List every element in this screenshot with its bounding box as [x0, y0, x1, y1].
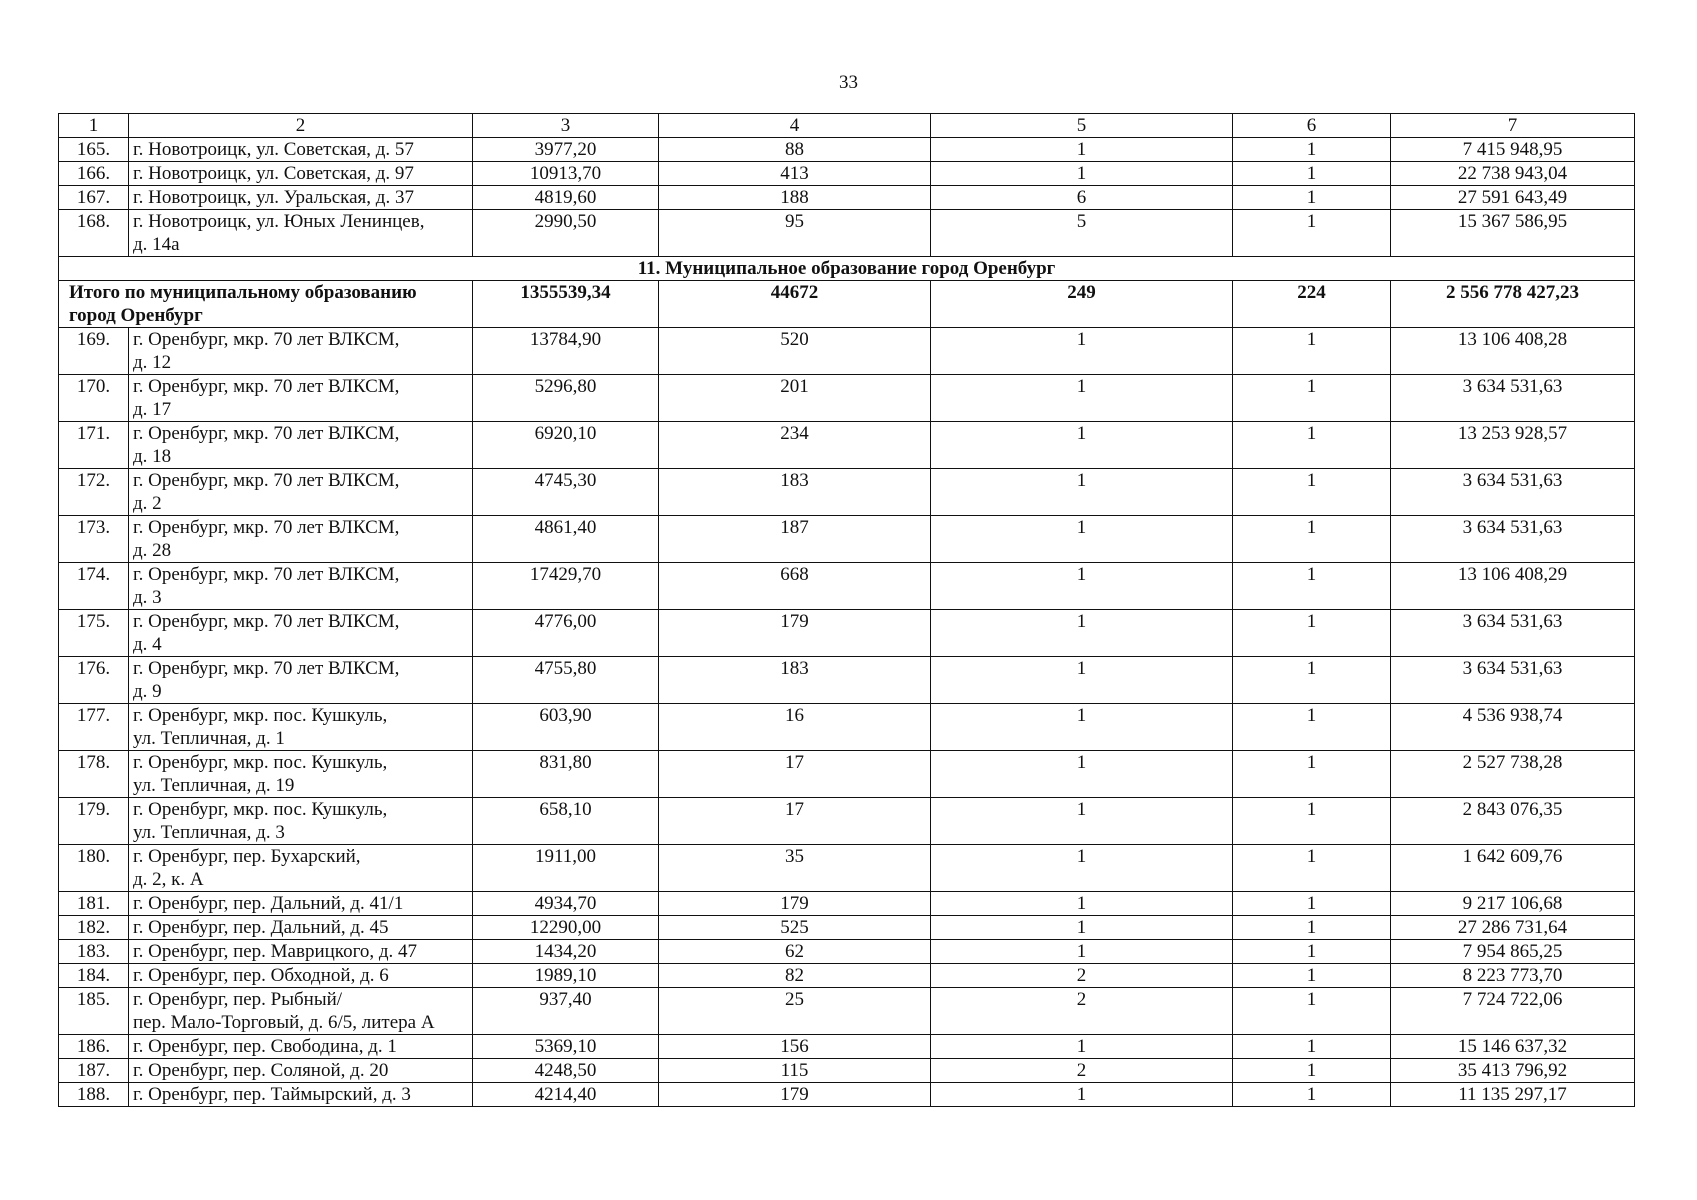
value-cell-5: 1: [931, 940, 1233, 964]
value-cell-5: 1: [931, 845, 1233, 892]
column-header: 1: [59, 114, 129, 138]
row-number-cell: 183.: [59, 940, 129, 964]
value-cell-4: 62: [659, 940, 931, 964]
address-cell: г. Оренбург, пер. Дальний, д. 41/1: [129, 892, 473, 916]
row-number-cell: 180.: [59, 845, 129, 892]
table-row: [59, 422, 1635, 469]
register-table: [58, 113, 1635, 1107]
total-value-5: 249: [931, 281, 1233, 328]
address-cell: г. Оренбург, мкр. пос. Кушкуль, ул. Тепличная, д. 1: [129, 704, 473, 751]
address-cell: г. Оренбург, пер. Дальний, д. 45: [129, 916, 473, 940]
address-cell: г. Оренбург, мкр. пос. Кушкуль, ул. Тепличная, д. 19: [129, 751, 473, 798]
value-cell-4: 668: [659, 563, 931, 610]
value-cell-7: 22 738 943,04: [1391, 162, 1635, 186]
total-label: Итого по муниципальному образованию город Оренбург: [59, 281, 473, 328]
value-cell-7: 2 843 076,35: [1391, 798, 1635, 845]
value-cell-5: 1: [931, 516, 1233, 563]
row-number-cell: 168.: [59, 210, 129, 257]
value-cell-5: 1: [931, 751, 1233, 798]
value-cell-6: 1: [1233, 964, 1391, 988]
value-cell-5: 1: [931, 798, 1233, 845]
value-cell-6: 1: [1233, 657, 1391, 704]
column-header: 7: [1391, 114, 1635, 138]
row-number-cell: 171.: [59, 422, 129, 469]
address-cell: г. Оренбург, пер. Таймырский, д. 3: [129, 1083, 473, 1107]
value-cell-7: 3 634 531,63: [1391, 516, 1635, 563]
value-cell-4: 17: [659, 751, 931, 798]
value-cell-7: 13 106 408,28: [1391, 328, 1635, 375]
value-cell-6: 1: [1233, 186, 1391, 210]
table-row: [59, 916, 1635, 940]
address-cell: г. Оренбург, мкр. пос. Кушкуль, ул. Тепличная, д. 3: [129, 798, 473, 845]
address-cell: г. Новотроицк, ул. Советская, д. 97: [129, 162, 473, 186]
column-header: 2: [129, 114, 473, 138]
value-cell-4: 16: [659, 704, 931, 751]
value-cell-3: 12290,00: [473, 916, 659, 940]
value-cell-4: 88: [659, 138, 931, 162]
value-cell-3: 4861,40: [473, 516, 659, 563]
row-number-cell: 182.: [59, 916, 129, 940]
address-cell: г. Новотроицк, ул. Советская, д. 57: [129, 138, 473, 162]
column-header: 3: [473, 114, 659, 138]
value-cell-7: 15 146 637,32: [1391, 1035, 1635, 1059]
value-cell-4: 179: [659, 610, 931, 657]
row-number-cell: 167.: [59, 186, 129, 210]
value-cell-5: 1: [931, 610, 1233, 657]
value-cell-5: 1: [931, 892, 1233, 916]
address-cell: г. Оренбург, пер. Соляной, д. 20: [129, 1059, 473, 1083]
row-number-cell: 174.: [59, 563, 129, 610]
value-cell-4: 188: [659, 186, 931, 210]
row-number-cell: 165.: [59, 138, 129, 162]
address-cell: г. Оренбург, пер. Маврицкого, д. 47: [129, 940, 473, 964]
value-cell-5: 1: [931, 704, 1233, 751]
value-cell-7: 7 954 865,25: [1391, 940, 1635, 964]
table-row: [59, 375, 1635, 422]
value-cell-6: 1: [1233, 138, 1391, 162]
row-number-cell: 181.: [59, 892, 129, 916]
value-cell-3: 831,80: [473, 751, 659, 798]
value-cell-3: 13784,90: [473, 328, 659, 375]
row-number-cell: 173.: [59, 516, 129, 563]
column-header: 5: [931, 114, 1233, 138]
table-row: [59, 892, 1635, 916]
value-cell-5: 2: [931, 964, 1233, 988]
value-cell-7: 4 536 938,74: [1391, 704, 1635, 751]
value-cell-4: 95: [659, 210, 931, 257]
value-cell-7: 7 724 722,06: [1391, 988, 1635, 1035]
value-cell-6: 1: [1233, 210, 1391, 257]
total-value-6: 224: [1233, 281, 1391, 328]
value-cell-6: 1: [1233, 422, 1391, 469]
value-cell-5: 1: [931, 916, 1233, 940]
table-row: [59, 162, 1635, 186]
value-cell-5: 6: [931, 186, 1233, 210]
address-cell: г. Новотроицк, ул. Юных Ленинцев, д. 14а: [129, 210, 473, 257]
table-row: [59, 940, 1635, 964]
table-row: [59, 186, 1635, 210]
row-number-cell: 186.: [59, 1035, 129, 1059]
table-row: [59, 328, 1635, 375]
table-row: [59, 845, 1635, 892]
address-cell: г. Оренбург, пер. Свободина, д. 1: [129, 1035, 473, 1059]
value-cell-5: 2: [931, 988, 1233, 1035]
row-number-cell: 172.: [59, 469, 129, 516]
table-row: [59, 751, 1635, 798]
row-number-cell: 169.: [59, 328, 129, 375]
address-cell: г. Оренбург, пер. Обходной, д. 6: [129, 964, 473, 988]
value-cell-4: 156: [659, 1035, 931, 1059]
value-cell-6: 1: [1233, 610, 1391, 657]
value-cell-3: 17429,70: [473, 563, 659, 610]
value-cell-7: 35 413 796,92: [1391, 1059, 1635, 1083]
value-cell-3: 1989,10: [473, 964, 659, 988]
total-value-3: 1355539,34: [473, 281, 659, 328]
page-number: 33: [839, 72, 858, 93]
value-cell-6: 1: [1233, 704, 1391, 751]
value-cell-5: 1: [931, 469, 1233, 516]
column-header: 4: [659, 114, 931, 138]
value-cell-5: 1: [931, 1035, 1233, 1059]
total-value-7: 2 556 778 427,23: [1391, 281, 1635, 328]
address-cell: г. Оренбург, мкр. 70 лет ВЛКСМ, д. 3: [129, 563, 473, 610]
row-number-cell: 188.: [59, 1083, 129, 1107]
address-cell: г. Оренбург, мкр. 70 лет ВЛКСМ, д. 28: [129, 516, 473, 563]
value-cell-6: 1: [1233, 916, 1391, 940]
table-row: [59, 798, 1635, 845]
table-body: [59, 114, 1635, 1107]
value-cell-7: 9 217 106,68: [1391, 892, 1635, 916]
value-cell-5: 1: [931, 563, 1233, 610]
value-cell-3: 2990,50: [473, 210, 659, 257]
table-row: [59, 657, 1635, 704]
address-cell: г. Оренбург, мкр. 70 лет ВЛКСМ, д. 4: [129, 610, 473, 657]
row-number-cell: 177.: [59, 704, 129, 751]
row-number-cell: 175.: [59, 610, 129, 657]
value-cell-3: 5369,10: [473, 1035, 659, 1059]
row-number-cell: 176.: [59, 657, 129, 704]
row-number-cell: 187.: [59, 1059, 129, 1083]
value-cell-7: 13 253 928,57: [1391, 422, 1635, 469]
value-cell-4: 82: [659, 964, 931, 988]
table-row: [59, 563, 1635, 610]
value-cell-6: 1: [1233, 563, 1391, 610]
table-row: [59, 988, 1635, 1035]
value-cell-4: 201: [659, 375, 931, 422]
value-cell-3: 4248,50: [473, 1059, 659, 1083]
row-number-cell: 170.: [59, 375, 129, 422]
value-cell-6: 1: [1233, 162, 1391, 186]
address-cell: г. Оренбург, мкр. 70 лет ВЛКСМ, д. 17: [129, 375, 473, 422]
value-cell-4: 183: [659, 657, 931, 704]
value-cell-5: 1: [931, 422, 1233, 469]
table-row: [59, 1059, 1635, 1083]
address-cell: г. Оренбург, мкр. 70 лет ВЛКСМ, д. 18: [129, 422, 473, 469]
value-cell-7: 15 367 586,95: [1391, 210, 1635, 257]
value-cell-7: 3 634 531,63: [1391, 610, 1635, 657]
value-cell-3: 6920,10: [473, 422, 659, 469]
value-cell-6: 1: [1233, 988, 1391, 1035]
value-cell-3: 1434,20: [473, 940, 659, 964]
total-value-4: 44672: [659, 281, 931, 328]
value-cell-4: 35: [659, 845, 931, 892]
value-cell-6: 1: [1233, 845, 1391, 892]
value-cell-7: 7 415 948,95: [1391, 138, 1635, 162]
value-cell-7: 27 286 731,64: [1391, 916, 1635, 940]
section-heading-row: [59, 257, 1635, 281]
row-number-cell: 185.: [59, 988, 129, 1035]
value-cell-4: 413: [659, 162, 931, 186]
value-cell-3: 4819,60: [473, 186, 659, 210]
table-row: [59, 1083, 1635, 1107]
total-row: [59, 281, 1635, 328]
value-cell-6: 1: [1233, 1059, 1391, 1083]
table-row: [59, 964, 1635, 988]
address-cell: г. Оренбург, пер. Рыбный/ пер. Мало-Торговый, д. 6/5, литера А: [129, 988, 473, 1035]
value-cell-6: 1: [1233, 751, 1391, 798]
value-cell-3: 937,40: [473, 988, 659, 1035]
value-cell-7: 3 634 531,63: [1391, 375, 1635, 422]
value-cell-3: 10913,70: [473, 162, 659, 186]
value-cell-6: 1: [1233, 1035, 1391, 1059]
value-cell-3: 4934,70: [473, 892, 659, 916]
table-row: [59, 516, 1635, 563]
value-cell-5: 1: [931, 138, 1233, 162]
value-cell-3: 4745,30: [473, 469, 659, 516]
value-cell-5: 1: [931, 1083, 1233, 1107]
value-cell-3: 4214,40: [473, 1083, 659, 1107]
value-cell-3: 5296,80: [473, 375, 659, 422]
value-cell-3: 658,10: [473, 798, 659, 845]
value-cell-7: 8 223 773,70: [1391, 964, 1635, 988]
value-cell-5: 1: [931, 375, 1233, 422]
value-cell-6: 1: [1233, 1083, 1391, 1107]
section-title: 11. Муниципальное образование город Оренбург: [59, 257, 1635, 281]
value-cell-6: 1: [1233, 892, 1391, 916]
column-header: 6: [1233, 114, 1391, 138]
value-cell-7: 11 135 297,17: [1391, 1083, 1635, 1107]
address-cell: г. Новотроицк, ул. Уральская, д. 37: [129, 186, 473, 210]
table-row: [59, 138, 1635, 162]
value-cell-3: 1911,00: [473, 845, 659, 892]
address-cell: г. Оренбург, мкр. 70 лет ВЛКСМ, д. 2: [129, 469, 473, 516]
value-cell-5: 2: [931, 1059, 1233, 1083]
table-row: [59, 469, 1635, 516]
address-cell: г. Оренбург, мкр. 70 лет ВЛКСМ, д. 12: [129, 328, 473, 375]
value-cell-6: 1: [1233, 469, 1391, 516]
value-cell-4: 183: [659, 469, 931, 516]
value-cell-3: 3977,20: [473, 138, 659, 162]
value-cell-7: 3 634 531,63: [1391, 469, 1635, 516]
table-row: [59, 704, 1635, 751]
value-cell-7: 27 591 643,49: [1391, 186, 1635, 210]
row-number-cell: 178.: [59, 751, 129, 798]
value-cell-7: 13 106 408,29: [1391, 563, 1635, 610]
value-cell-7: 1 642 609,76: [1391, 845, 1635, 892]
value-cell-6: 1: [1233, 375, 1391, 422]
value-cell-4: 525: [659, 916, 931, 940]
value-cell-4: 520: [659, 328, 931, 375]
value-cell-5: 1: [931, 162, 1233, 186]
row-number-cell: 179.: [59, 798, 129, 845]
table-row: [59, 610, 1635, 657]
row-number-cell: 166.: [59, 162, 129, 186]
value-cell-3: 603,90: [473, 704, 659, 751]
value-cell-5: 5: [931, 210, 1233, 257]
address-cell: г. Оренбург, мкр. 70 лет ВЛКСМ, д. 9: [129, 657, 473, 704]
table-row: [59, 1035, 1635, 1059]
value-cell-4: 179: [659, 892, 931, 916]
value-cell-4: 187: [659, 516, 931, 563]
value-cell-7: 3 634 531,63: [1391, 657, 1635, 704]
value-cell-4: 179: [659, 1083, 931, 1107]
column-number-row: [59, 114, 1635, 138]
value-cell-4: 25: [659, 988, 931, 1035]
value-cell-6: 1: [1233, 940, 1391, 964]
value-cell-3: 4755,80: [473, 657, 659, 704]
row-number-cell: 184.: [59, 964, 129, 988]
value-cell-4: 234: [659, 422, 931, 469]
value-cell-7: 2 527 738,28: [1391, 751, 1635, 798]
table-row: [59, 210, 1635, 257]
value-cell-3: 4776,00: [473, 610, 659, 657]
value-cell-5: 1: [931, 328, 1233, 375]
value-cell-4: 115: [659, 1059, 931, 1083]
value-cell-6: 1: [1233, 516, 1391, 563]
value-cell-4: 17: [659, 798, 931, 845]
address-cell: г. Оренбург, пер. Бухарский, д. 2, к. А: [129, 845, 473, 892]
value-cell-6: 1: [1233, 328, 1391, 375]
value-cell-6: 1: [1233, 798, 1391, 845]
value-cell-5: 1: [931, 657, 1233, 704]
